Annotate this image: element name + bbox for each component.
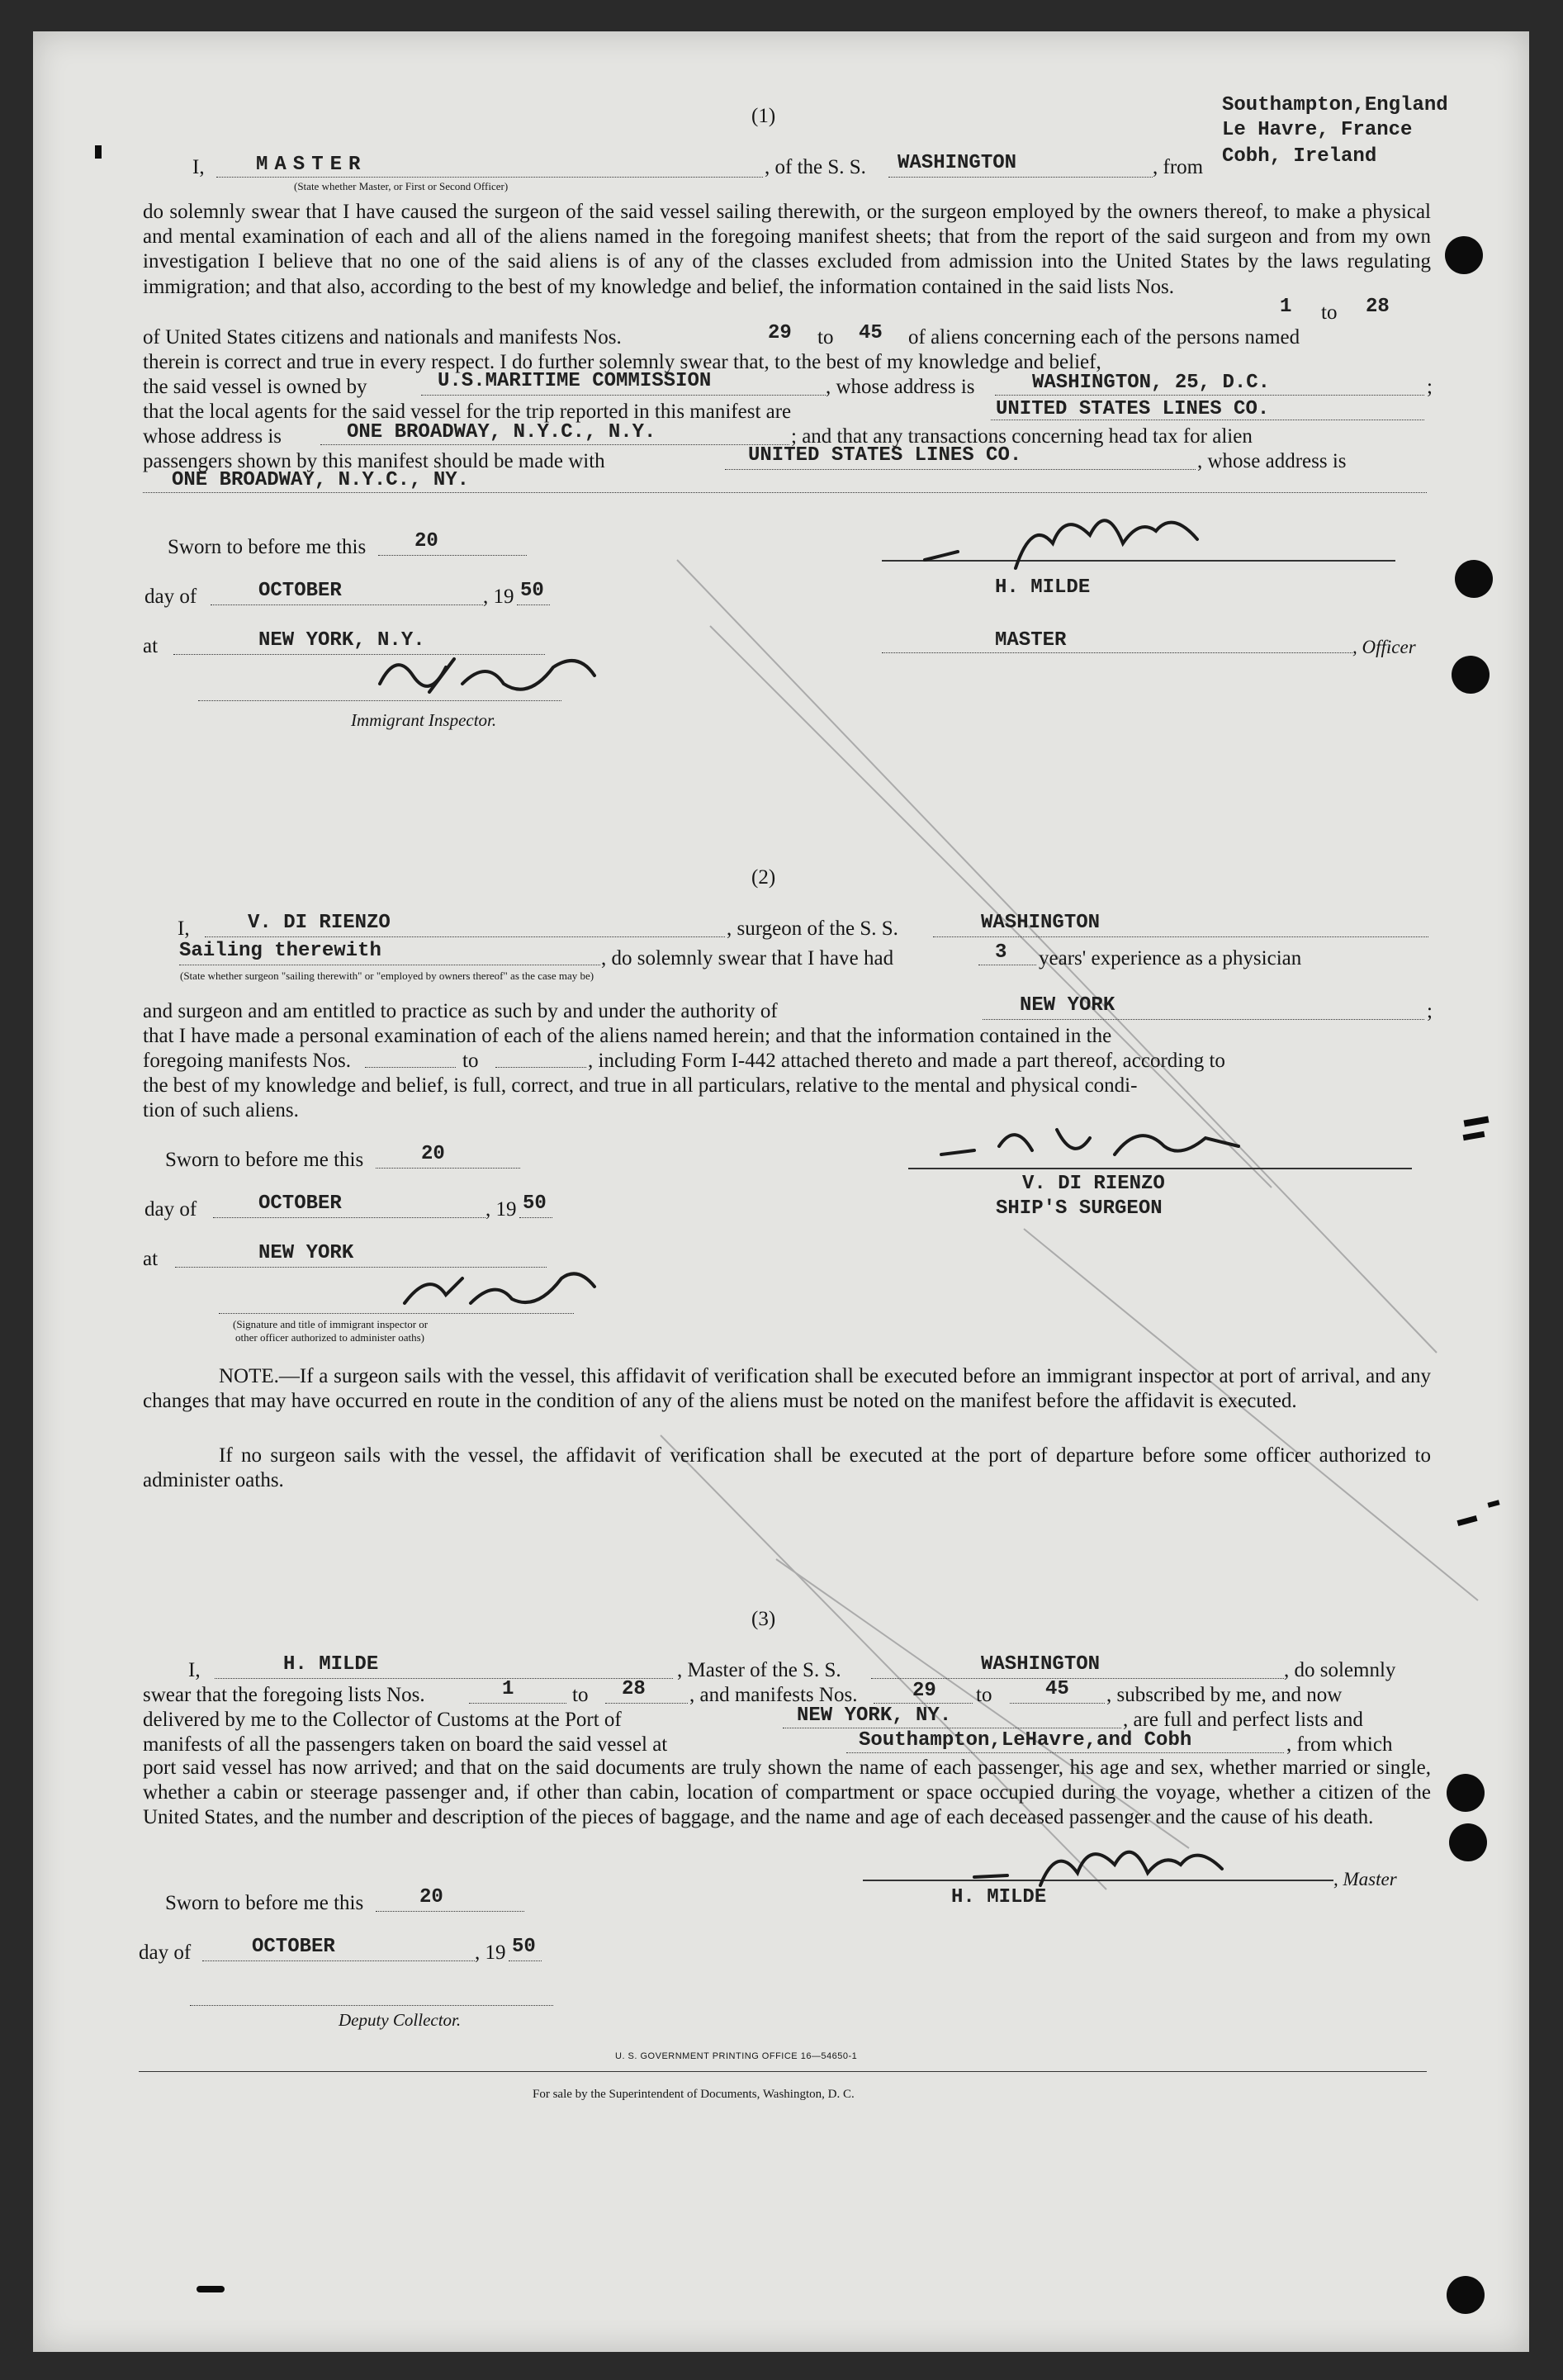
s1-owner-addr: WASHINGTON, 25, D.C. [1032,372,1271,394]
s1-agents-addr: ONE BROADWAY, N.Y.C., N.Y. [347,421,656,443]
s2-years-exp: years' experience as a physician [1039,947,1302,970]
s2-sworn: Sworn to before me this [165,1149,364,1171]
s1-man-to: 45 [859,322,883,344]
s2-line-e: tion of such aliens. [143,1099,299,1121]
s1-man-to-lbl: to [817,326,834,348]
s2-line-c2: , including Form I-442 attached thereto and made a part thereof, according to [588,1050,1225,1072]
s2-sig-caption2: other officer authorized to administer oaths) [235,1331,424,1344]
s1-officer: , Officer [1352,637,1416,657]
s2-sworn-day: 20 [421,1143,445,1165]
punch-hole [1445,236,1483,274]
s2-signer-title: SHIP'S SURGEON [996,1197,1163,1220]
s2-year-line [519,1217,552,1218]
officer-line [882,652,1352,653]
punch-hole [1447,1774,1485,1812]
collector-sign-line [190,2005,553,2006]
s3-man-to-lbl: to [976,1684,992,1706]
s1-i: I, [192,156,205,178]
s2-vessel-line [933,936,1428,937]
master-line [216,177,763,178]
s3-day-of: day of [139,1941,192,1964]
owner-addr-line [995,395,1424,396]
s1-line-f1: passengers shown by this manifest should be made with [143,450,605,472]
section-1-number: (1) [751,105,776,127]
s2-surgeon: V. DI RIENZO [248,912,391,934]
s3-lists-from-line [469,1703,566,1704]
s3-ports-from: Southampton,LeHavre,and Cobh [859,1729,1192,1752]
s3-line-b1: delivered by me to the Collector of Customs at the Port of [143,1709,622,1731]
s2-line-c1: foregoing manifests Nos. [143,1050,352,1072]
s3-line-c1: manifests of all the passengers taken on board the said vessel at [143,1733,668,1756]
s1-to: to [1321,301,1338,324]
s1-month: OCTOBER [258,580,342,602]
s1-sworn: Sworn to before me this [168,536,367,558]
s1-sworn-day: 20 [414,530,438,552]
s1-man-from: 29 [768,322,792,344]
s2-at: at [143,1248,159,1270]
s1-line-c1: the said vessel is owned by [143,376,367,398]
s1-line-e1: whose address is [143,425,282,448]
s3-man-from: 29 [912,1680,936,1702]
authority-line [983,1019,1424,1020]
s3-year: 50 [512,1936,536,1958]
ink-mark [95,145,102,159]
agents-addr-line [320,444,789,445]
gpo-line: U. S. GOVERNMENT PRINTING OFFICE 16—54650-1 [615,2051,858,2061]
s1-master-value: MASTER [256,154,367,176]
s3-vessel-line [871,1678,1284,1679]
s1-year: 50 [520,580,544,602]
s1-day-of: day of [144,586,197,608]
s1-state-caption: (State whether Master, or First or Second Officer) [294,180,509,192]
s3-month: OCTOBER [252,1936,335,1958]
s2-line-d: the best of my knowledge and belief, is full, correct, and true in all particulars, relative to the mental and physical condi- [143,1074,1138,1097]
s3-line-a2: , and manifests Nos. [689,1684,858,1706]
s2-swear-had: , do solemnly swear that I have had [601,947,894,970]
inspector-signature [363,634,611,717]
s2-years: 3 [995,941,1007,964]
s1-year-line [517,604,550,605]
s2-month-line [213,1217,485,1218]
s3-line-a3: , subscribed by me, and now [1106,1684,1343,1706]
vessel-line [888,177,1153,178]
s3-signer: H. MILDE [951,1886,1047,1908]
s3-man-to: 45 [1045,1678,1069,1700]
s2-place: NEW YORK [258,1242,354,1264]
ink-mark [197,2286,225,2292]
s2-i: I, [178,917,190,940]
s3-lists-from: 1 [502,1678,514,1700]
s3-month-line [202,1960,475,1961]
s3-master-lbl: , Master [1333,1869,1397,1889]
s1-vessel-value: WASHINGTON [898,152,1017,174]
s3-sworn: Sworn to before me this [165,1892,364,1914]
s3-body-text: port said vessel has now arrived; and that on the said documents are truly shown the name of each passenger, his age and sex, whether married or single, whether a cabin or steerage passenger and, if other than cabin, location of compartment or space occupied during the voyage, whether a citizen of the United States, and the number and description of the pieces of baggage, and the name and age of each deceased passenger and the cause of his death. [143,1757,1431,1829]
s1-agents: UNITED STATES LINES CO. [996,398,1270,420]
port-line-2: Le Havre, France [1222,119,1413,141]
punch-hole [1455,560,1493,598]
s3-line-a1: swear that the foregoing lists Nos. [143,1684,425,1706]
s2-inspector-signature [380,1254,611,1328]
s2-vessel: WASHINGTON [981,912,1101,934]
s1-lists-from: 1 [1280,296,1292,318]
punch-hole [1452,656,1490,694]
section-3-number: (3) [751,1608,776,1630]
s3-sworn-day: 20 [419,1886,443,1908]
s2-comma19: , 19 [485,1198,517,1221]
s3-lists-to: 28 [622,1678,646,1700]
surgeon-line [205,936,725,937]
s3-master-line [215,1678,673,1679]
s3-collector: Deputy Collector. [339,2010,462,2030]
s1-lists-to: 28 [1366,296,1390,318]
s1-headtax: UNITED STATES LINES CO. [748,444,1022,467]
s1-sworn-line [378,555,527,556]
s1-place: NEW YORK, N.Y. [258,629,425,652]
s3-i: I, [188,1659,201,1681]
port-line-3: Cobh, Ireland [1222,145,1377,168]
s1-oath-text: do solemnly swear that I have caused the surgeon of the said vessel sailing therewith, or the surgeon employed by the owners thereof, to make a physical and mental examination of each and all of the aliens named in the foregoing manifest sheets; that from the report of the said surgeon and from my own investigation I believe that no one of the said aliens is of any of the classes excluded from admission into the United States by the laws regulating immigration; and that also, according to the best of my knowledge and belief, the information contained in the said lists Nos. [143,201,1431,298]
s2-semi: ; [1427,1000,1433,1022]
s2-note: NOTE.—If a surgeon sails with the vessel, this affidavit of verification shall be executed before an immigrant inspector at port of arrival, and any changes that may have occurred en route in the condition of any of the aliens must be noted on the manifest before the affidavit is executed. [143,1365,1431,1413]
s2-man-from-line [365,1067,456,1068]
s2-signer: V. DI RIENZO [1022,1173,1165,1195]
s2-man-to-line [495,1067,586,1068]
s1-line-c2: , whose address is [826,376,975,398]
s2-surgeon-of: , surgeon of the S. S. [727,917,898,940]
s3-man-from-line [874,1703,973,1704]
s3-comma19: , 19 [475,1941,506,1964]
owner-line [421,395,826,396]
s1-of-ss: , of the S. S. [765,156,866,178]
s3-master: H. MILDE [283,1653,379,1676]
s1-month-line [211,604,483,605]
s2-sworn-line [376,1168,520,1169]
headtax-line [725,469,1196,470]
s3-sworn-line [376,1911,524,1912]
s2-day-of: day of [144,1198,197,1221]
s3-line-c2: , from which [1286,1733,1393,1756]
s3-man-to-line [1010,1703,1105,1704]
s1-from: , from [1153,156,1204,178]
s3-year-line [509,1960,542,1961]
s1-signer: H. MILDE [995,576,1091,599]
s1-inspector: Immigrant Inspector. [351,710,497,730]
s3-to: to [572,1684,589,1706]
s2-month: OCTOBER [258,1192,342,1215]
s1-line-a2: of aliens concerning each of the persons named [908,326,1300,348]
s1-comma19: , 19 [483,586,514,608]
s1-semi: ; [1427,376,1433,398]
punch-hole [1447,2276,1485,2314]
surgeon-signature [925,1105,1272,1179]
section-2-number: (2) [751,866,776,889]
footer-rule [139,2071,1427,2072]
port-line-1: Southampton,England [1222,94,1448,116]
s3-master-of: , Master of the S. S. [677,1659,841,1681]
s1-line-a1: of United States citizens and nationals and manifests Nos. [143,326,622,348]
s1-owner: U.S.MARITIME COMMISSION [438,370,712,392]
s2-line-b: that I have made a personal examination of each of the aliens named herein; and that the information contained in the [143,1025,1112,1047]
s1-line-f2: , whose address is [1197,450,1347,472]
s1-line-d: that the local agents for the said vessel for the trip reported in this manifest are [143,401,792,423]
s1-headtax-addr: ONE BROADWAY, N.Y.C., NY. [172,469,470,491]
s2-to: to [462,1050,479,1072]
s2-sig-caption1: (Signature and title of immigrant inspector or [233,1318,429,1330]
s2-sailing: Sailing therewith [179,940,381,962]
s3-solemnly: , do solemnly [1284,1659,1396,1681]
s3-line-b2: , are full and perfect lists and [1123,1709,1363,1731]
s3-ports-from-line [846,1752,1284,1753]
headtax-addr-line [143,492,1427,493]
s2-line-a: and surgeon and am entitled to practice as such by and under the authority of [143,1000,778,1022]
s2-state-caption: (State whether surgeon "sailing therewith" or "employed by owners thereof" as the case may be) [180,970,594,982]
form-sheet [33,31,1529,2352]
punch-hole [1449,1823,1487,1861]
s3-lists-to-line [605,1703,688,1704]
s1-signer-title: MASTER [995,629,1067,652]
s3-port: NEW YORK, NY. [797,1704,952,1727]
s3-vessel: WASHINGTON [981,1653,1101,1676]
s1-line-b: therein is correct and true in every respect. I do further solemnly swear that, to the best of my knowledge and belief, [143,351,1101,373]
s2-authority: NEW YORK [1020,994,1115,1017]
s2-year: 50 [523,1192,547,1215]
sale-line: For sale by the Superintendent of Documents, Washington, D. C. [533,2088,855,2101]
s2-note2: If no surgeon sails with the vessel, the affidavit of verification shall be executed at the port of departure before some officer authorized to administer oaths. [143,1444,1431,1492]
s1-line-e2: ; and that any transactions concerning head tax for alien [791,425,1253,448]
s1-at: at [143,635,159,657]
